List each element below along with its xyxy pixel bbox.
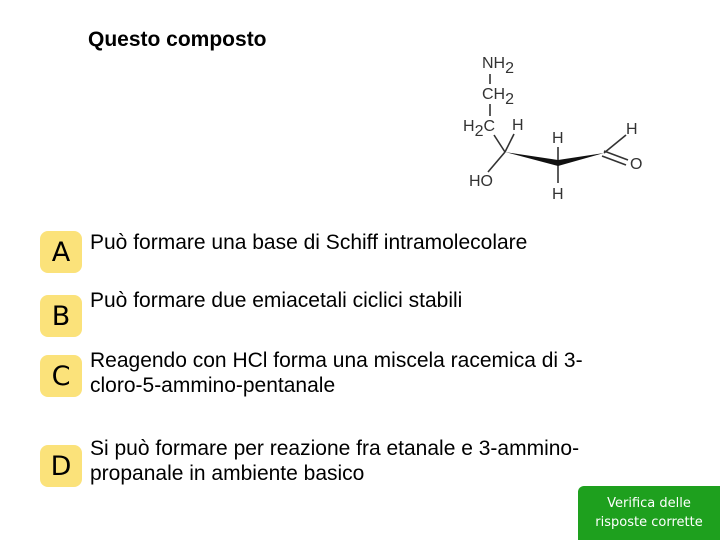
atom-h-3: H [626, 121, 638, 138]
atom-o: O [630, 156, 643, 173]
molecule-structure [450, 45, 660, 210]
option-d-text [90, 436, 680, 486]
option-c-text [90, 348, 680, 398]
option-b-text: Può formare due emiacetali ciclici stabili [90, 289, 463, 312]
option-d-line-1: Si può formare per reazione fra etanale e 3-ammino- [90, 437, 580, 460]
verify-button-line-1: Verifica delle [607, 496, 691, 511]
verify-answers-button[interactable] [578, 486, 720, 540]
bond-center-h [505, 134, 514, 152]
option-c-letter: C [51, 360, 71, 392]
option-d-line-2: propanale in ambiente basico [90, 462, 365, 485]
option-a-text: Può formare una base di Schiff intramolecolare [90, 231, 528, 254]
option-c-badge[interactable] [40, 355, 82, 397]
bond-h2c-center [494, 135, 505, 152]
option-a-letter: A [51, 236, 71, 268]
bond-cho-h [604, 135, 626, 153]
question-title: Questo composto [88, 28, 267, 51]
atom-ch2: CH2 [482, 86, 515, 108]
atom-h2c: H2C [463, 118, 496, 140]
atom-h-2: H [552, 130, 564, 147]
atom-h-4: H [552, 186, 564, 203]
option-c-line-1: Reagendo con HCl forma una miscela racemica di 3- [90, 349, 583, 372]
option-b-badge[interactable] [40, 295, 82, 337]
option-c-line-2: cloro-5-ammino-pentanale [90, 374, 336, 397]
option-d-badge[interactable] [40, 445, 82, 487]
atom-ho: HO [469, 173, 493, 190]
option-d-letter: D [50, 450, 72, 482]
atom-h-1: H [512, 117, 524, 134]
wedge-bond-left [505, 152, 558, 166]
wedge-bond-right [558, 153, 604, 166]
bond-center-ho [488, 152, 505, 172]
option-a-badge[interactable] [40, 231, 82, 273]
atom-nh2: NH2 [482, 55, 515, 77]
option-b-letter: B [51, 300, 71, 332]
verify-button-line-2: risposte corrette [595, 515, 703, 530]
